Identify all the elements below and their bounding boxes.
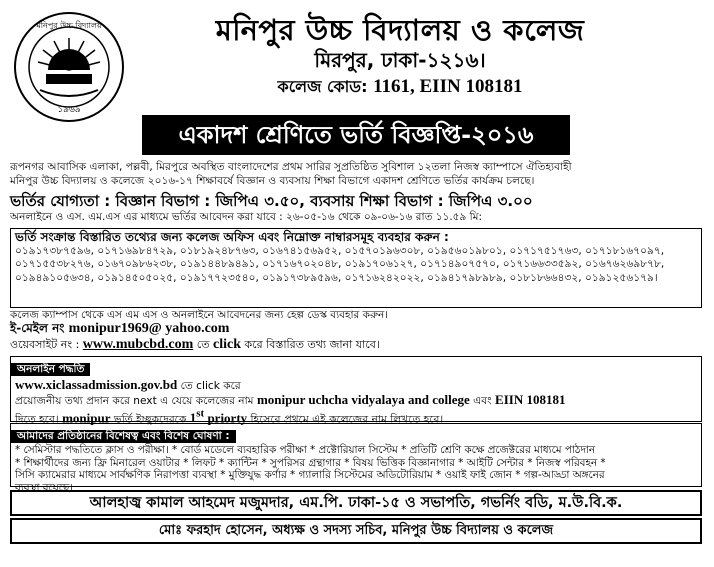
eligibility: ভর্তির যোগ্যতা : বিজ্ঞান বিভাগ : জিপিএ ৩.৫০, ব্যবসায় শিক্ষা বিভাগ : জিপিএ ৩.০০ [10, 192, 533, 210]
features-line-1: * সেমিস্টার পদ্ধতিতে ক্লাস ও পরীক্ষা। * বোর্ড মডেলে ব্যবহারিক পরীক্ষা * প্রক্টোরিয়াল সিস্টেম * প্রতিটি শ্রেণি কক্ষে প্রজেক্টরের মাধ্যমে পাঠদান [15, 444, 596, 456]
logo-ring-text: মনিপুর উচ্চ বিদ্যালয় [36, 21, 102, 30]
features-box [10, 423, 702, 494]
page-title: মনিপুর উচ্চ বিদ্যালয় ও কলেজ [215, 13, 585, 47]
college-code-label: কলেজ কোড: [277, 77, 368, 96]
chairman-signature: আলহাজ্ব কামাল আহমেদ মজুমদার, এম.পি. ঢাকা-১৫ ও সভাপতি, গভর্নিং বডি, ম.উ.বি.ক. [10, 490, 702, 516]
contact-lead: ভর্তি সংক্রান্ত বিস্তারিত তথ্যের জন্য কলেজ অফিস এবং নিম্নোক্ত নাম্বারসমূহ ব্যবহার করুন : [15, 230, 449, 244]
intro-line-1: রূপনগর আবাসিক এলাকা, পল্লবী, মিরপুরে অবস্থিত বাংলাদেশের প্রথম সারির সুপ্রতিষ্ঠিত সুবিশাল ১২তলা নিজস্ব ক্যাম্পাসে ঐতিহ্যবাহী [10, 161, 572, 173]
online-method-box [10, 356, 702, 426]
online-line3-a: দিতে হবে। [15, 413, 59, 426]
website-after: করে বিস্তারিত তথ্য জানা যাবে। [244, 338, 380, 351]
online-priority: priorty [207, 410, 248, 426]
online-line3-b: ভর্তি ইচ্ছুকদেরকে [113, 413, 187, 426]
online-line2-a: প্রয়োজনীয় তথ্য প্রদান করে next এ যেয়ে কলেজের নাম [15, 395, 254, 407]
admission-notice-banner: একাদশ শ্রেণিতে ভর্তি বিজ্ঞপ্তি-২০১৬ [142, 115, 570, 155]
features-line-4: ব্যবস্থা রয়েছে। [15, 481, 73, 494]
contact-number-list: ০১৯১৭৩৮৭৫৯৬, ০১৭১৬৯৮৪৭২৯, ০১৮১৯২৪৮৭৬৩, ০১৬৭৪১৫৬৯৫২, ০১৫৭০১৯৬৩০৮, ০১৯৫৬০১৯৮০১, ০১৭১৭৫১৭৬৩, ০১৭১৮১৬৭০৯৭, ০১৭১৫৫৩৮২৭৬, ০১৬৭০৯৮৬২৩৮, ০১৯১৪৪৮৯৪৯১, ০১৭১৬৭০২০৪৮, ০১৯১৭০৬১২৭, ০১৭১৪৯০৭৫৭০, ০১৭১৬৬৩৩৫৯২, ০১৬৭৬২৬৯৮৭৮, ০১৯৪৯১০৫৬৩৪, ০১৯১৪৫০৫০২৫, ০১৯১৭৭২৩৫৪০, ০১৯১৭৩৮৯৫৯৬, ০১৭১৬২৪২০২২, ০১৯৪১৭৯৮৯৮৯, ০১৮১৮৬৬৪৩২, ০১৯১২৫৬১৭৯। [15, 244, 665, 284]
application-dates: অনলাইনে ও এস. এম.এস এর মাধ্যমে ভর্তির আবেদন করা যাবে : ২৬-০৫-১৬ থেকে ০৯-০৬-১৬ রাত ১১.৫৯ মি: [10, 211, 483, 223]
college-code [140, 74, 660, 101]
school-emblem-icon [10, 8, 128, 126]
website-link[interactable]: www.mubcbd.com [82, 337, 194, 352]
online-first-sup: st [196, 408, 205, 420]
principal-signature: মোঃ ফরহাদ হোসেন, অধ্যক্ষ ও সদস্য সচিব, মনিপুর উচ্চ বিদ্যালয় ও কলেজ [10, 518, 702, 544]
features-line-2: * শিক্ষার্থীদের জন্য ফ্রি মিনারেল ওয়াটার * লিফট * ক্যান্টিন * সুপরিসর গ্রন্থাগার * বিষয় ভিত্তিক বিজ্ঞানাগার * আইটি সেন্টার * নিজস্ব পরিবহন * [15, 456, 606, 469]
online-admission-link[interactable]: www.xiclassadmission.gov.bd [15, 377, 178, 392]
email-address[interactable]: monipur1969@ yahoo.com [68, 321, 230, 336]
online-monipur: monipur [62, 410, 111, 426]
online-method-heading: অনলাইন পদ্ধতি [11, 363, 90, 376]
help-desk-note: কলেজ ক্যাম্পাস থেকে এস এম এস ও অনলাইনে আবেদনের জন্য হেল্প ডেস্ক ব্যবহার করুন। [10, 309, 389, 321]
intro-paragraph [10, 160, 704, 188]
online-eiin: EIIN 108181 [495, 392, 566, 407]
website-label: ওয়েবসাইট নং : [10, 338, 80, 351]
email-line [10, 321, 704, 336]
features-heading: আমাদের প্রতিষ্ঠানের বিশেষত্ব এবং বিশেষ ঘোষণা : [11, 430, 236, 443]
intro-line-2: মনিপুর উচ্চ বিদ্যালয় ও কলেজে ২০১৬-১৭ শিক্ষাবর্ষে বিজ্ঞান ও ব্যবসায় শিক্ষা বিভাগে একাদশ শ্রেণিতে ভর্তির কার্যক্রম চলছে। [10, 175, 535, 187]
contact-numbers-box [10, 228, 702, 308]
online-line-2 [15, 393, 697, 408]
college-code-value: 1161, EIIN 108181 [373, 76, 523, 97]
website-line [10, 337, 704, 352]
online-first-number: 1 [189, 410, 197, 426]
online-url-after: তে click করে [180, 380, 241, 392]
website-click: click [212, 337, 241, 352]
email-label: ই-মেইল নং [10, 321, 65, 335]
features-line-3: সিসি ক্যামেরার মাধ্যমে সার্বক্ষণিক নিরাপত্তা ব্যবস্থা * মুক্তিযুদ্ধ কর্ণার * গ্যালারি সিস্টেমের অডিটোরিয়াম * ওয়াই ফাই জোন * গল্প-আড্ডা অঙ্গনের [15, 469, 605, 481]
website-mid: তে [196, 338, 210, 351]
school-location: মিরপুর, ঢাকা-১২১৬। [314, 48, 486, 72]
online-line2-b: এবং [473, 395, 492, 407]
online-college-name: monipur uchcha vidyalaya and college [256, 392, 470, 407]
logo-year: ১৯৬৯ [57, 105, 81, 115]
online-line3-c: হিসেবে প্রথমে এই কলেজের নাম লিখতে হবে। [250, 413, 444, 426]
online-line-1 [15, 378, 697, 393]
